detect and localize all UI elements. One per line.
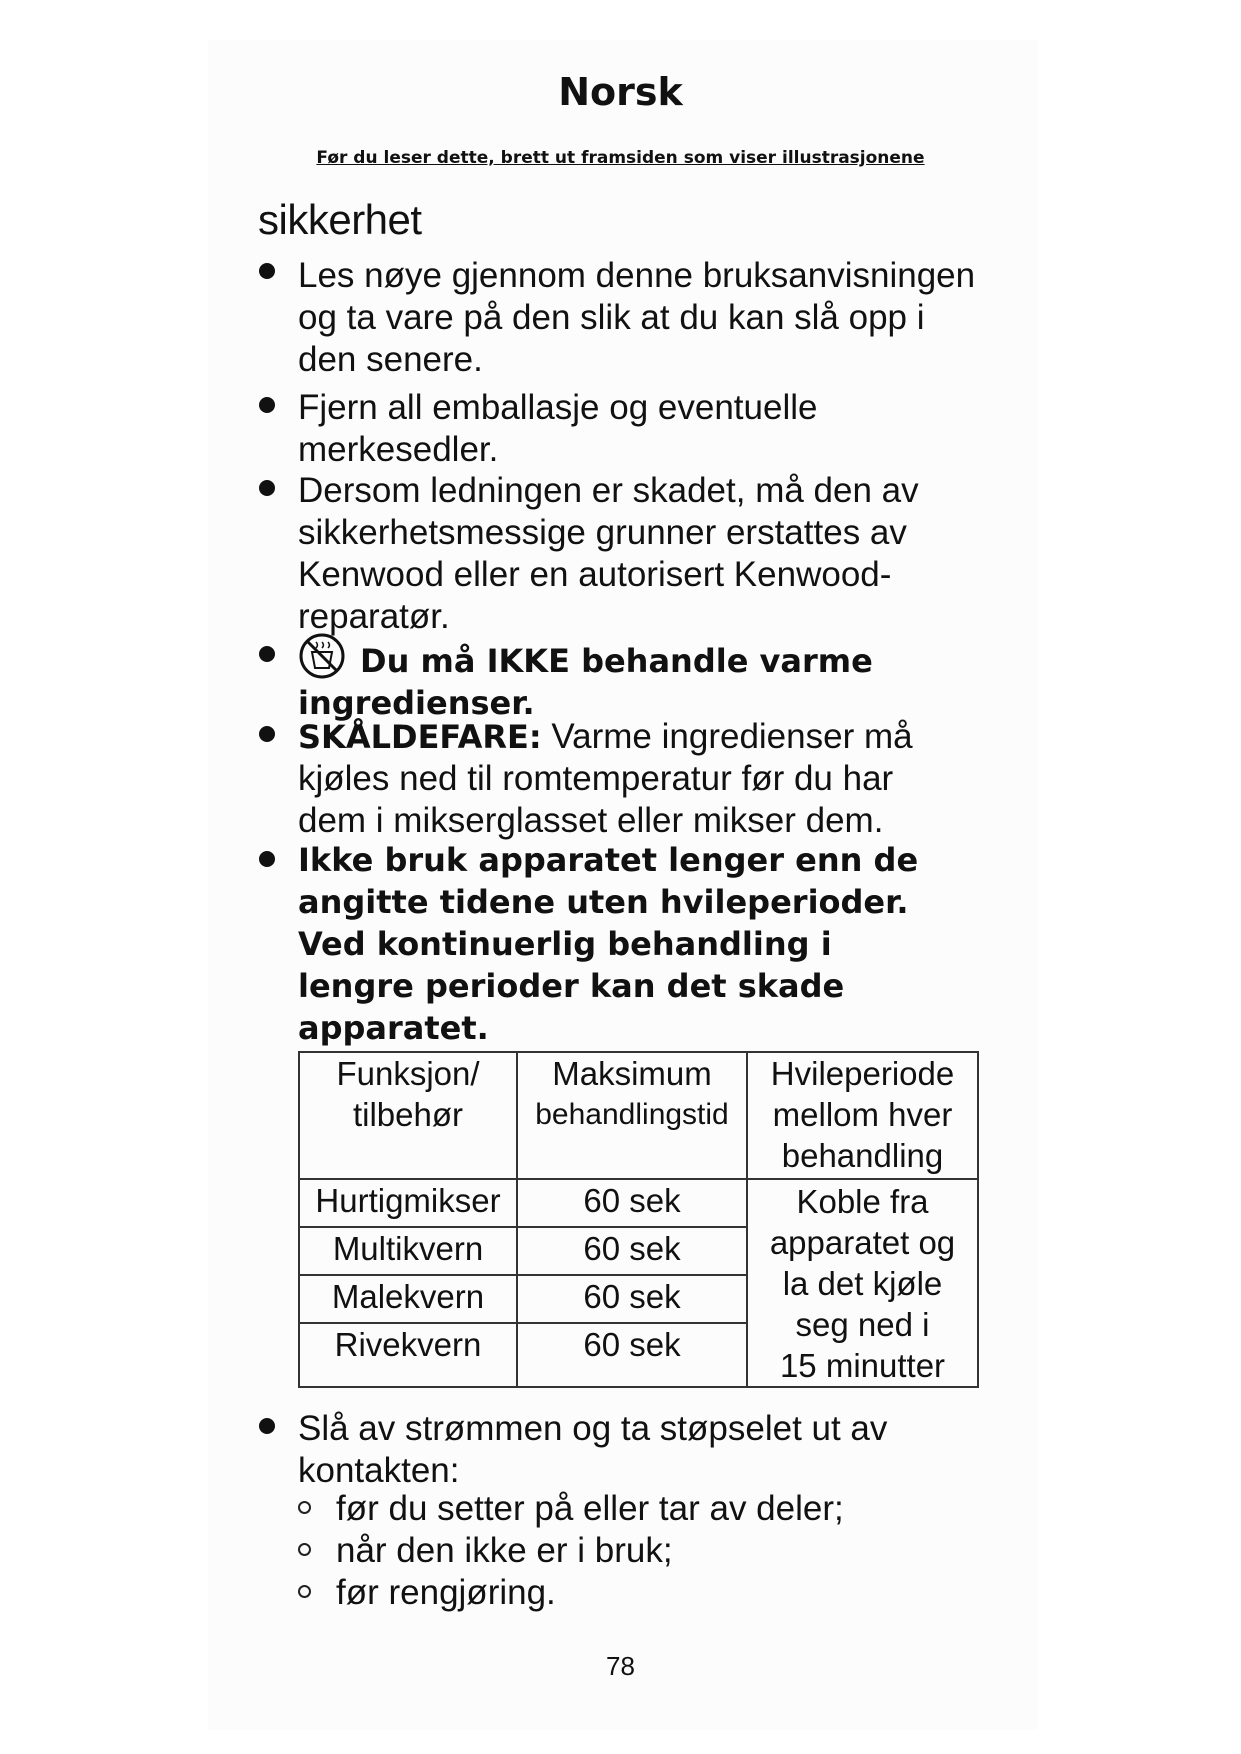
sub-item: når den ikke er i bruk; xyxy=(336,1531,673,1570)
fold-out-note: Før du leser dette, brett ut framsiden som viser illustrasjonene xyxy=(316,148,925,168)
scald-label: SKÅLDEFARE: xyxy=(298,718,542,756)
text-line: Slå av strømmen og ta støpselet ut av xyxy=(298,1409,888,1448)
text-line: Fjern all emballasje og eventuelle xyxy=(298,388,818,427)
circle-bullet-icon xyxy=(298,1585,311,1598)
text-line: mellom hver xyxy=(772,1096,953,1133)
bullet-dot-icon xyxy=(259,726,275,742)
text-line: Ved kontinuerlig behandling i xyxy=(298,925,832,963)
text-line: Funksjon/ xyxy=(336,1055,480,1092)
bullet-scald-hazard xyxy=(298,716,1018,842)
bullet-remove-packaging xyxy=(298,387,1018,471)
text-line: Maksimum xyxy=(552,1055,712,1092)
sub-item: før rengjøring. xyxy=(336,1573,556,1612)
warning-text: Du må IKKE behandle varme xyxy=(360,642,873,680)
cell-rest-period xyxy=(747,1179,978,1387)
cell-time: 60 sek xyxy=(517,1227,747,1275)
cell-function: Multikvern xyxy=(299,1227,517,1275)
cell-time: 60 sek xyxy=(517,1179,747,1227)
text-line: og ta vare på den slik at du kan slå opp i xyxy=(298,298,925,337)
text-line: Koble fra xyxy=(796,1182,929,1220)
sub-item: før du setter på eller tar av deler; xyxy=(336,1489,844,1528)
bullet-dot-icon xyxy=(259,480,275,496)
circle-bullet-icon xyxy=(298,1501,311,1514)
text-line: behandlingstid xyxy=(535,1098,729,1131)
bullet-read-instructions xyxy=(298,255,1018,381)
text-line: kjøles ned til romtemperatur før du har xyxy=(298,759,894,798)
no-hot-ingredients-icon xyxy=(298,632,346,680)
text-line: dem i mikserglasset eller mikser dem. xyxy=(298,801,884,840)
page-title: Norsk xyxy=(558,70,683,114)
bullet-dot-icon xyxy=(259,1418,275,1434)
text-line: seg ned i xyxy=(795,1305,930,1343)
text-run: Varme ingredienser må xyxy=(551,717,913,756)
cell-function: Rivekvern xyxy=(299,1323,517,1387)
text-line: merkesedler. xyxy=(298,430,499,469)
text-line: sikkerhetsmessige grunner erstattes av xyxy=(298,513,907,552)
header-rest-period xyxy=(747,1052,978,1179)
header-max-time xyxy=(517,1052,747,1179)
circle-bullet-icon xyxy=(298,1543,311,1556)
text-line: reparatør. xyxy=(298,597,450,636)
text-line: tilbehør xyxy=(352,1096,464,1133)
bullet-operating-times xyxy=(298,839,1018,1049)
cell-function: Hurtigmikser xyxy=(299,1179,517,1227)
text-line: ingredienser. xyxy=(298,684,535,722)
text-line: Kenwood eller en autorisert Kenwood- xyxy=(298,555,892,594)
cell-time: 60 sek xyxy=(517,1323,747,1387)
text-line: lengre perioder kan det skade xyxy=(298,967,845,1005)
bullet-damaged-cord xyxy=(298,470,1018,638)
text-line: Ikke bruk apparatet lenger enn de xyxy=(298,841,919,879)
text-line: den senere. xyxy=(298,340,483,379)
text-line: angitte tidene uten hvileperioder. xyxy=(298,883,909,921)
header-function xyxy=(299,1052,517,1179)
text-line: kontakten: xyxy=(298,1451,460,1490)
bullet-dot-icon xyxy=(259,646,275,662)
text-line: Hvileperiode xyxy=(770,1055,955,1092)
text-line: la det kjøle xyxy=(782,1264,943,1302)
text-line: apparatet og xyxy=(769,1223,956,1261)
cell-time: 60 sek xyxy=(517,1275,747,1323)
text-line: apparatet. xyxy=(298,1009,489,1047)
bullet-unplug xyxy=(298,1408,1018,1492)
table-header-row xyxy=(299,1052,978,1179)
text-line xyxy=(298,632,1018,682)
text-line: behandling xyxy=(781,1137,944,1174)
page-number: 78 xyxy=(606,1651,635,1681)
text-line: 15 minutter xyxy=(779,1346,946,1384)
bullet-dot-icon xyxy=(259,851,275,867)
cell-function: Malekvern xyxy=(299,1275,517,1323)
text-line xyxy=(298,716,1018,758)
operating-times-table xyxy=(298,1051,979,1388)
text-line: Dersom ledningen er skadet, må den av xyxy=(298,471,919,510)
text-line: Les nøye gjennom denne bruksanvisningen xyxy=(298,256,976,295)
section-title: sikkerhet xyxy=(258,196,422,243)
bullet-dot-icon xyxy=(259,263,275,279)
bullet-no-hot-ingredients xyxy=(298,632,1018,724)
table-row xyxy=(299,1179,978,1227)
bullet-dot-icon xyxy=(259,397,275,413)
